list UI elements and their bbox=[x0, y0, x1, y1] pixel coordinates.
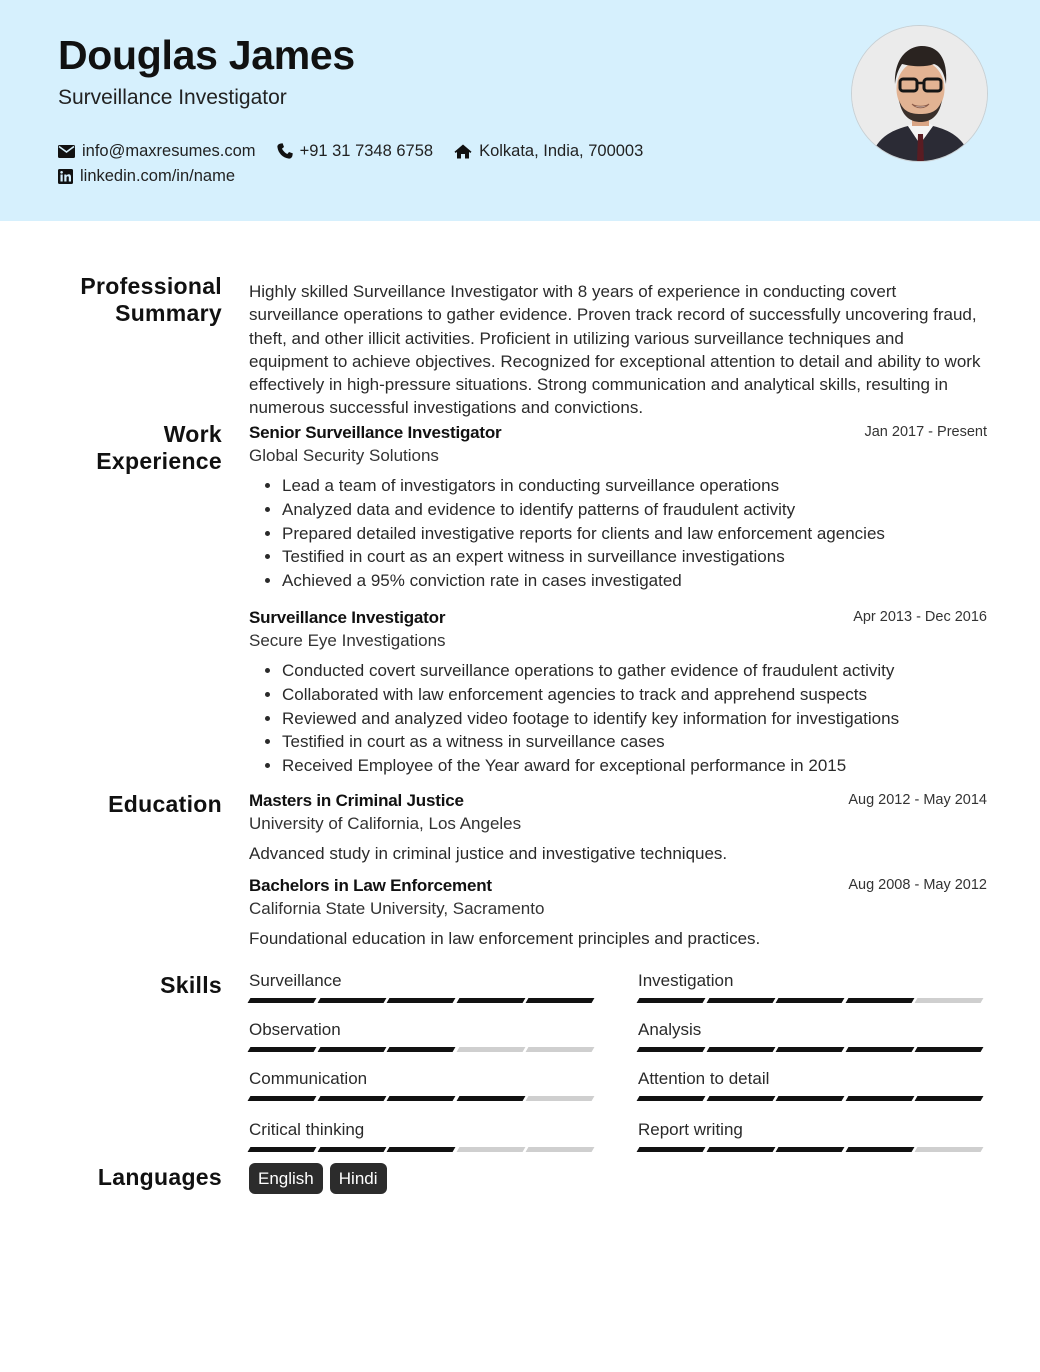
skill-segment-filled bbox=[776, 1096, 844, 1101]
skill-name: Communication bbox=[249, 1069, 368, 1088]
skill-segment-empty bbox=[915, 1147, 983, 1152]
job-dates: Apr 2013 - Dec 2016 bbox=[853, 608, 987, 625]
job-title: Senior Surveillance Investigator bbox=[249, 423, 502, 442]
job-entry bbox=[249, 607, 987, 778]
skill-segment-empty bbox=[526, 1147, 594, 1152]
envelope-icon bbox=[58, 145, 75, 158]
skill-segment-empty bbox=[456, 1047, 524, 1052]
skill-segment-filled bbox=[317, 1047, 385, 1052]
education-dates: Aug 2008 - May 2012 bbox=[848, 877, 987, 893]
linkedin-text: linkedin.com/in/name bbox=[80, 166, 235, 185]
phone-text: +91 31 7348 6758 bbox=[299, 141, 434, 160]
bullet-item: • Conducted covert surveillance operations to gather evidence of fraudulent activity bbox=[282, 659, 987, 683]
skill-segment-filled bbox=[706, 1147, 774, 1152]
skill-segment-filled bbox=[776, 998, 844, 1003]
job-company: Secure Eye Investigations bbox=[249, 630, 446, 650]
location-text: Kolkata, India, 700003 bbox=[479, 141, 644, 160]
degree-title: Masters in Criminal Justice bbox=[249, 791, 464, 810]
candidate-name: Douglas James bbox=[58, 32, 355, 78]
phone-icon bbox=[277, 143, 293, 159]
summary-text: Highly skilled Surveillance Investigator with 8 years of experience in conducting covert surveillance operations to gather evidence. Proven track record of successfully uncovering fraud, theft, and other illicit activities. Proficient in utilizing various surveillance techniques and equipment to achieve objectives. Recognized for exceptional attention to detail and ability to work effectively in high-pressure situations. Strong communication and analytical skills, resulting in numerous successful investigations and convictions. bbox=[249, 282, 981, 418]
resume-header bbox=[0, 0, 1040, 221]
summary-heading-line-1: Professional bbox=[80, 273, 222, 299]
portrait-illustration bbox=[852, 26, 988, 162]
skill-segment-filled bbox=[845, 998, 913, 1003]
skill-segment-filled bbox=[248, 1147, 316, 1152]
skill-segment-filled bbox=[317, 1096, 385, 1101]
education-dates: Aug 2012 - May 2014 bbox=[848, 792, 987, 808]
skill-segment-filled bbox=[706, 1096, 774, 1101]
skill-item bbox=[638, 1019, 986, 1052]
skill-segment-filled bbox=[637, 998, 705, 1003]
school-name: University of California, Los Angeles bbox=[249, 814, 522, 833]
skill-segment-filled bbox=[387, 1147, 455, 1152]
language-tags bbox=[249, 1163, 987, 1194]
profile-photo bbox=[851, 25, 988, 162]
job-title: Surveillance Investigator bbox=[249, 607, 446, 627]
skill-segment-filled bbox=[317, 998, 385, 1003]
skill-segment-filled bbox=[317, 1147, 385, 1152]
education-heading: Education bbox=[108, 791, 222, 817]
school-name: California State University, Sacramento bbox=[249, 899, 545, 918]
job-bullets bbox=[249, 474, 987, 593]
skill-level-bar bbox=[638, 998, 986, 1003]
education-description: Foundational education in law enforcement principles and practices. bbox=[249, 929, 761, 948]
bullet-item: • Prepared detailed investigative reports for clients and law enforcement agencies bbox=[282, 522, 987, 546]
summary-heading bbox=[80, 273, 222, 327]
skill-level-bar bbox=[638, 1047, 986, 1052]
candidate-title: Surveillance Investigator bbox=[58, 86, 287, 109]
skill-segment-filled bbox=[387, 1047, 455, 1052]
skill-segment-filled bbox=[915, 1047, 983, 1052]
skill-segment-filled bbox=[456, 1096, 524, 1101]
skill-segment-filled bbox=[845, 1047, 913, 1052]
job-dates: Jan 2017 - Present bbox=[864, 424, 987, 440]
skill-segment-filled bbox=[637, 1147, 705, 1152]
skill-segment-filled bbox=[706, 998, 774, 1003]
skill-item bbox=[638, 1119, 986, 1152]
skill-item bbox=[249, 1119, 597, 1152]
skill-level-bar bbox=[249, 998, 597, 1003]
skill-segment-filled bbox=[248, 1047, 316, 1052]
bullet-item: • Lead a team of investigators in conducting surveillance operations bbox=[282, 474, 987, 498]
skill-segment-empty bbox=[915, 998, 983, 1003]
skill-segment-filled bbox=[248, 1096, 316, 1101]
education-entry bbox=[249, 790, 987, 865]
skill-item bbox=[638, 970, 986, 1003]
skills-heading: Skills bbox=[160, 972, 222, 998]
experience-heading bbox=[96, 421, 222, 475]
skill-segment-filled bbox=[526, 998, 594, 1003]
experience-heading-line-2: Experience bbox=[96, 448, 222, 474]
skill-segment-filled bbox=[456, 998, 524, 1003]
bullet-item: • Reviewed and analyzed video footage to identify key information for investigations bbox=[282, 707, 987, 731]
skill-item bbox=[249, 970, 597, 1003]
skill-segment-filled bbox=[248, 998, 316, 1003]
skill-segment-filled bbox=[387, 998, 455, 1003]
job-entry bbox=[249, 422, 987, 593]
skill-segment-filled bbox=[845, 1096, 913, 1101]
skill-name: Surveillance bbox=[249, 971, 342, 990]
location-contact bbox=[454, 142, 643, 161]
skill-level-bar bbox=[638, 1096, 986, 1101]
language-tag: English bbox=[249, 1163, 323, 1194]
phone-contact[interactable] bbox=[277, 142, 434, 161]
experience-heading-line-1: Work bbox=[163, 421, 222, 447]
education-entry bbox=[249, 875, 987, 950]
skill-name: Investigation bbox=[638, 971, 734, 990]
skill-segment-empty bbox=[456, 1147, 524, 1152]
skill-name: Observation bbox=[249, 1020, 341, 1039]
skill-segment-empty bbox=[526, 1096, 594, 1101]
education-description: Advanced study in criminal justice and investigative techniques. bbox=[249, 844, 728, 863]
contact-info bbox=[58, 139, 664, 189]
skill-name: Report writing bbox=[638, 1120, 743, 1139]
job-bullets bbox=[249, 659, 987, 778]
summary-heading-line-2: Summary bbox=[115, 300, 222, 326]
skill-segment-filled bbox=[776, 1047, 844, 1052]
skill-segment-filled bbox=[845, 1147, 913, 1152]
skill-item bbox=[249, 1068, 597, 1101]
skill-item bbox=[249, 1019, 597, 1052]
skill-name: Attention to detail bbox=[638, 1069, 770, 1088]
skill-segment-filled bbox=[637, 1096, 705, 1101]
home-icon bbox=[454, 144, 472, 159]
skill-level-bar bbox=[249, 1147, 597, 1152]
skill-name: Critical thinking bbox=[249, 1120, 365, 1139]
bullet-item: • Testified in court as an expert witness in surveillance investigations bbox=[282, 545, 987, 569]
bullet-item: • Achieved a 95% conviction rate in cases investigated bbox=[282, 569, 987, 593]
linkedin-icon bbox=[58, 169, 73, 184]
skill-level-bar bbox=[249, 1096, 597, 1101]
skill-segment-filled bbox=[776, 1147, 844, 1152]
skill-segment-filled bbox=[915, 1096, 983, 1101]
skill-segment-filled bbox=[637, 1047, 705, 1052]
bullet-item: • Testified in court as a witness in surveillance cases bbox=[282, 730, 987, 754]
skill-item bbox=[638, 1068, 986, 1101]
degree-title: Bachelors in Law Enforcement bbox=[249, 876, 492, 895]
skill-level-bar bbox=[638, 1147, 986, 1152]
skill-level-bar bbox=[249, 1047, 597, 1052]
languages-heading: Languages bbox=[97, 1164, 222, 1190]
language-tag: Hindi bbox=[330, 1163, 387, 1194]
job-company: Global Security Solutions bbox=[249, 446, 439, 465]
linkedin-contact[interactable] bbox=[58, 167, 235, 186]
skill-name: Analysis bbox=[638, 1020, 702, 1039]
skill-segment-empty bbox=[526, 1047, 594, 1052]
skill-segment-filled bbox=[706, 1047, 774, 1052]
bullet-item: • Collaborated with law enforcement agencies to track and apprehend suspects bbox=[282, 683, 987, 707]
bullet-item: • Analyzed data and evidence to identify patterns of fraudulent activity bbox=[282, 498, 987, 522]
skill-segment-filled bbox=[387, 1096, 455, 1101]
email-contact[interactable] bbox=[58, 142, 256, 161]
bullet-item: • Received Employee of the Year award for exceptional performance in 2015 bbox=[282, 754, 987, 778]
email-text: info@maxresumes.com bbox=[82, 141, 256, 160]
